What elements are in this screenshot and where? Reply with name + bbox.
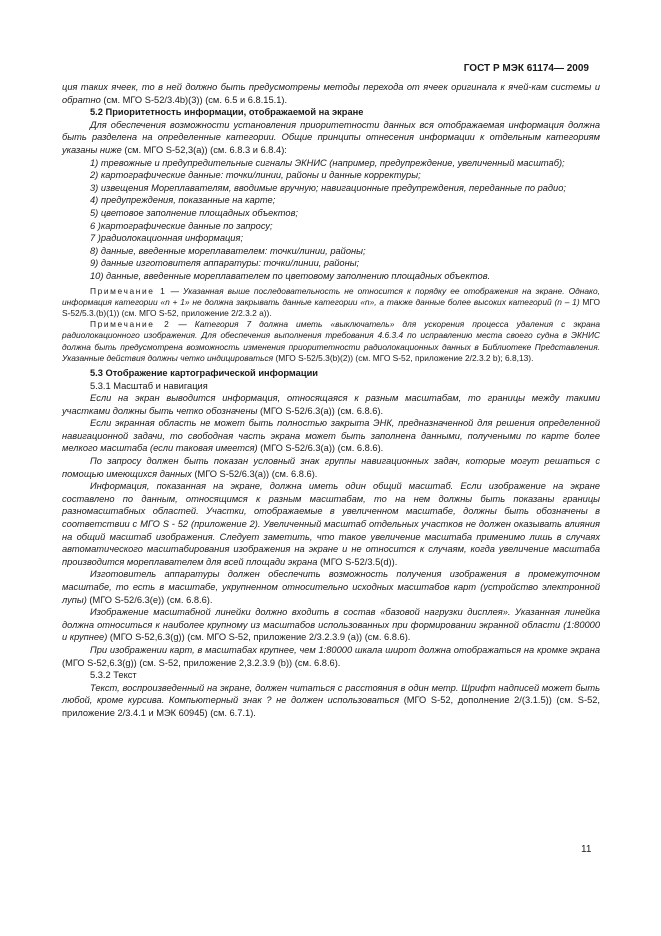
list-item: 6 )картографические данные по запросу; (90, 220, 273, 231)
section-heading-5-2: 5.2 Приоритетность информации, отображаемой на экране (90, 107, 364, 118)
paragraph: По запросу должен быть показан условный знак группы навигационных задач, которые могут решаться с помощью имеющихся данных (МГО S-52/6.3(a)) (см. 6.8.6). (62, 456, 600, 479)
list-item: 1) тревожные и предупредительные сигналы ЭКНИС (например, предупреждение, увеличенный масштаб); (90, 157, 565, 168)
subsection-heading-5-3-2: 5.3.2 Текст (90, 670, 137, 681)
section-heading-5-3: 5.3 Отображение картографической информации (90, 367, 318, 378)
paragraph-continuation: ция таких ячеек, то в ней должно быть предусмотрены методы перехода от ячеек оригинала к ячей-кам системы и обратно (см. МГО S-52/3.4b)(3)) (см. 6.5 и 6.8.15.1). (62, 82, 600, 105)
paragraph: Изготовитель аппаратуры должен обеспечить возможность получения изображения в промежуточном масштабе, то есть в масштабе, укрупненном относительно исходных масштабов карт (устройство электронной лупы) (МГО S-52/6.3(е)) (см. 6.8.6). (62, 569, 600, 605)
page-number: 11 (581, 844, 592, 855)
list-item: 2) картографические данные: точки/линии, районы и данные корректуры; (90, 170, 421, 181)
list-item: 9) данные изготовителя аппаратуры: точки/линии, районы; (90, 258, 360, 269)
list-item: 3) извещения Мореплавателям, вводимые вручную; навигационные предупреждения, переданные по радио; (90, 182, 566, 193)
list-item: 5) цветовое заполнение площадных объектов; (90, 207, 299, 218)
list-item: 8) данные, введенные мореплавателем: точки/линии, районы; (90, 245, 366, 256)
paragraph-priority-intro: Для обеспечения возможности установления приоритетности данных вся отображаемая информация должна быть разделена на определенные категории. Общие принципы отнесения информации к отдельным категориям указаны ниже (см. МГО S-52,3(a)) (см. 6.8.3 и 6.8.4): (62, 119, 600, 155)
list-item: 4) предупреждения, показанные на карте; (90, 195, 276, 206)
paragraph: Информация, показанная на экране, должна иметь один общий масштаб. Если изображение на экране составлено по данным, относящимся к разным масштабам, то на нем должны быть показаны границы разномасштабных областей. Участки, отображаемые в увеличенном масштабе, должны быть обозначены в соответствии с МГО S - 52 (приложение 2). Увеличенный масштаб отдельных участков не должен оказывать влияния на общий масштаб изображения. Следует заметить, что такое увеличение масштаба применимо лишь в случаях автоматического масштабирования изображения на экране и не относится к случаям, когда увеличение масштаба производится мореплавателем для всей площади экрана (МГО S-52/3.5(d)). (62, 481, 600, 567)
paragraph: Если экранная область не может быть полностью закрыта ЭНК, предназначенной для решения определенной навигационной задачи, то свободная часть экрана может быть заполнена данными, получеными по карте более мелкого масштаба (если таковая имеется) (МГО S-52/6.3(a)) (см. 6.8.6). (62, 418, 600, 454)
page-content (62, 81, 600, 720)
note-2: Примечание 2 — Категория 7 должна иметь «выключатель» для ускорения процесса удаления с экрана радиолокационного изображения. Для обеспечения выполнения требования 4.6.3.4 по исправлению места своего судна в ЭКНИС должна быть предусмотрена возможность изменения приоритетности радиолокационных данных в Библиотеке Представления. Указанные действия должны четко индицироваться (МГО S-52/5.3(b)(2)) (см. МГО S-52, приложение 2/2.3.2 b); 6.8,13). (62, 319, 600, 363)
paragraph: Изображение масштабной линейки должно входить в состав «базовой нагрузки дисплея». Указанная линейка должна относиться к наиболее крупному из масштабов использованных при формировании экранной области (1:80000 и крупнее) (МГО S-52,6.3(g)) (см. МГО S-52, приложение 2/3.2.3.9 (а)) (см. 6.8.6). (62, 607, 600, 643)
document-header: ГОСТ Р МЭК 61174— 2009 (463, 63, 589, 74)
list-item: 10) данные, введенные мореплавателем по цветовому заполнению площадных объектов. (90, 270, 491, 281)
subsection-heading-5-3-1: 5.3.1 Масштаб и навигация (90, 380, 208, 391)
note-1: Примечание 1 — Указанная выше последовательность не относится к порядку ее отображения на экране. Однако, информация категории «n + 1» не должна закрывать данные категории «n», а также данные более высоких категорий (n – 1) МГО S-52/5.3.(b)(1)) (см. МГО S-52, приложение 2/2.3.2 а)). (62, 285, 600, 318)
paragraph: Текст, воспроизведенный на экране, должен читаться с расстояния в один метр. Шрифт надписей может быть любой, кроме курсива. Компьютерный знак ? не должен использоваться (МГО S-52, дополнение 2/(3.1.5)) (см. S-52, приложение 2/3.4.1 и МЭК 60945) (см. 6.7.1). (62, 682, 600, 718)
paragraph: Если на экран выводится информация, относящаяся к разным масштабам, то границы между такими участками должны быть четко обозначены (МГО S-52/6.3(a)) (см. 6.8.6). (62, 393, 600, 416)
list-item: 7 )радиолокационная информация; (90, 233, 244, 244)
paragraph: При изображении карт, в масштабах крупнее, чем 1:80000 шкала широт должна отображаться на кромке экрана (МГО S-52,6.3(g)) (см. S-52, приложение 2,3.2.3.9 (b)) (см. 6.8.6). (62, 644, 600, 668)
